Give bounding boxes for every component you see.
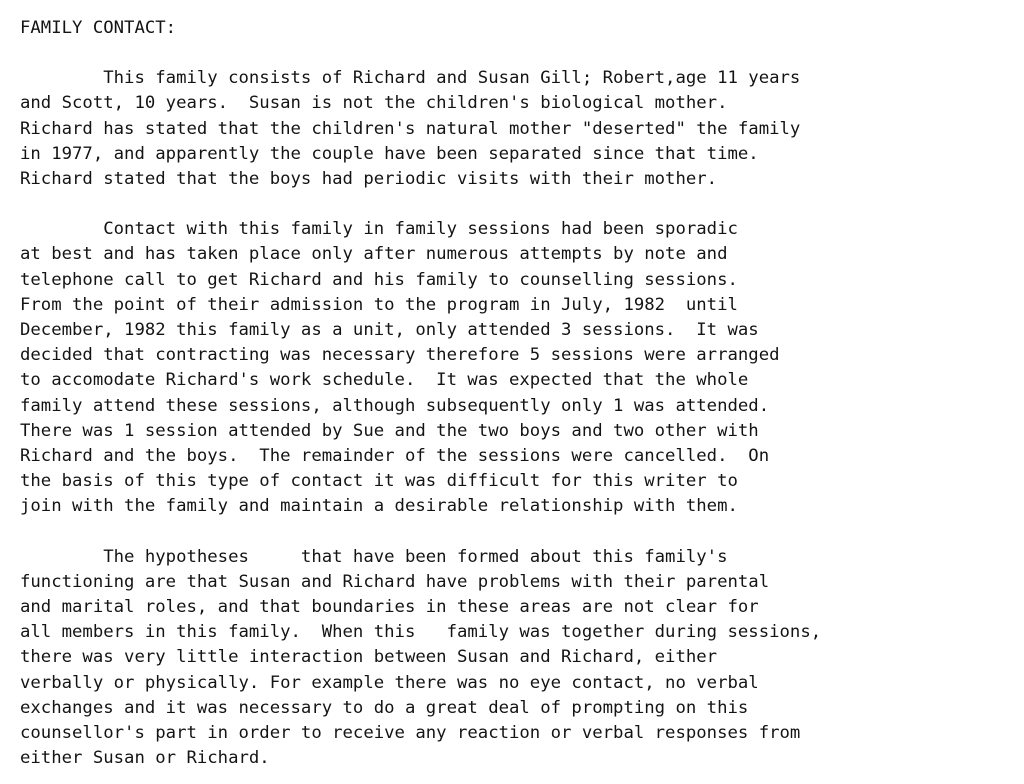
text-line: to accomodate Richard's work schedule. It was expected that the whole — [20, 370, 749, 391]
paragraph-family-composition — [20, 66, 1024, 192]
text-line: decided that contracting was necessary therefore 5 sessions were arranged — [20, 345, 780, 366]
text-line: in 1977, and apparently the couple have been separated since that time. — [20, 143, 759, 164]
paragraph-hypotheses — [20, 545, 1024, 772]
text-line: The hypotheses that have been formed about this family's — [20, 546, 728, 567]
text-line: all members in this family. When this family was together during sessions, — [20, 622, 822, 643]
text-line: verbally or physically. For example there was no eye contact, no verbal — [20, 672, 759, 693]
text-line: exchanges and it was necessary to do a great deal of prompting on this — [20, 697, 749, 718]
text-line: December, 1982 this family as a unit, only attended 3 sessions. It was — [20, 320, 759, 341]
text-line: either Susan or Richard. — [20, 748, 270, 769]
text-line: telephone call to get Richard and his family to counselling sessions. — [20, 269, 738, 290]
text-line: there was very little interaction between Susan and Richard, either — [20, 647, 718, 668]
text-line: and Scott, 10 years. Susan is not the children's biological mother. — [20, 93, 728, 114]
text-line: From the point of their admission to the program in July, 1982 until — [20, 294, 738, 315]
text-line: join with the family and maintain a desirable relationship with them. — [20, 496, 738, 517]
text-line: Richard has stated that the children's natural mother "deserted" the family — [20, 118, 801, 139]
text-line: Richard and the boys. The remainder of the sessions were cancelled. On — [20, 446, 770, 467]
text-line: Contact with this family in family sessions had been sporadic — [20, 219, 738, 240]
text-line: family attend these sessions, although subsequently only 1 was attended. — [20, 395, 770, 416]
text-line: There was 1 session attended by Sue and the two boys and two other with — [20, 420, 759, 441]
paragraph-session-contact — [20, 217, 1024, 519]
text-line: counsellor's part in order to receive any reaction or verbal responses from — [20, 723, 801, 744]
text-line: This family consists of Richard and Susan Gill; Robert,age 11 years — [20, 68, 801, 89]
text-line: and marital roles, and that boundaries in these areas are not clear for — [20, 597, 759, 618]
text-line: at best and has taken place only after numerous attempts by note and — [20, 244, 728, 265]
text-line: Richard stated that the boys had periodic visits with their mother. — [20, 169, 718, 190]
text-line: functioning are that Susan and Richard have problems with their parental — [20, 571, 770, 592]
text-line: the basis of this type of contact it was difficult for this writer to — [20, 471, 738, 492]
section-heading: FAMILY CONTACT: — [20, 18, 177, 38]
